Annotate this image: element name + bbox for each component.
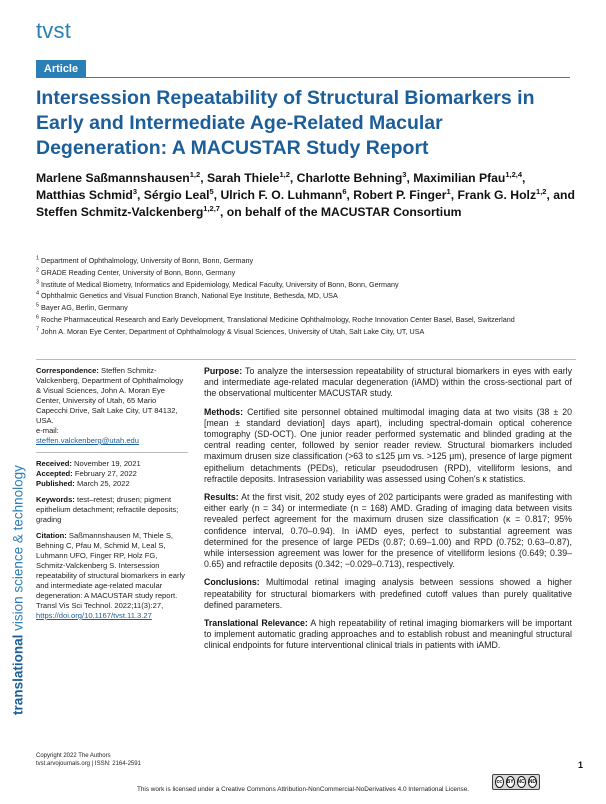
author-name: Matthias Schmid — [36, 188, 133, 202]
keywords-label: Keywords: — [36, 495, 75, 504]
article-type-badge: Article — [36, 60, 86, 78]
affiliation-item — [36, 291, 576, 302]
affiliation-number: 3 — [36, 279, 40, 286]
affiliation-text: Department of Ophthalmology, University of Bonn, Bonn, Germany — [39, 256, 254, 265]
cc-icon: cc — [495, 776, 504, 788]
vertical-journal-name — [6, 420, 30, 760]
affiliation-number: 4 — [36, 290, 40, 297]
author-name: Marlene Saßmannshausen — [36, 171, 190, 185]
abstract-relevance — [204, 618, 572, 652]
results-text: At the first visit, 202 study eyes of 202 participants were graded as manifesting with either early (n = 34) or intermediate (n = 168) AMD. Grading of imaging data between visits revealed perfect agreement for the maximum drusen size classification (κ = 0.817; 95% confidence interval, 0.70–0.94). In iAMD eyes, perfect to substantial agreement was determined for the presence of large PEDs (0.87; 0.69–1.00) and RPD (0.752; 0.63–0.87), while intersession agreement was lower for the presence of vitelliform lesions (0.649; 0.39–0.65) and refractile deposits (0.342; −0.029–0.713), respectively. — [204, 492, 572, 570]
abstract-results — [204, 492, 572, 570]
results-label: Results: — [204, 492, 239, 503]
abstract-methods — [204, 407, 572, 485]
sidebar-divider — [36, 452, 188, 453]
author-affiliation-ref: 5 — [209, 186, 214, 196]
affiliation-list — [36, 256, 576, 338]
author-name: Sarah Thiele — [206, 171, 280, 185]
published-date: March 25, 2022 — [76, 479, 130, 488]
author-name: Sérgio Leal — [143, 188, 210, 202]
author-name: Steffen Schmitz-Valckenberg — [36, 205, 204, 219]
relevance-text: A high repeatability of retinal imaging biomarkers will be important to implement automatic grading approaches and to establish robust and meaningful structural clinical endpoints for future interventional clinical trials in patients with iAMD. — [204, 618, 572, 651]
author-affiliation-ref: 1,2,7 — [203, 203, 220, 213]
author-name: Robert P. Finger — [353, 188, 447, 202]
affiliation-item — [36, 303, 576, 314]
citation-text: Saßmannshausen M, Thiele S, Behning C, Pfau M, Schmid M, Leal S, Luhmann UFO, Finger RP, Holz FG, Schmitz-Valckenberg S. Intersession repeatability of structural biomarkers in early and intermediate age-related macular degeneration: A MACUSTAR study report. Transl Vis Sci Technol. 2022;11(3):27, — [36, 531, 185, 610]
footer-info — [36, 752, 141, 769]
author-affiliation-ref: 1,2,4 — [505, 169, 523, 179]
author-list: Marlene Saßmannshausen$^{1,2}$, Sarah Thiele$^{1,2}$, Charlotte Behning$^3$, Maximilian Pfau$^{1,2,4}$, Matthias Schmid$^3$, Sérgio Leal$^5$, Ulrich F. O. Luhmann$^6$, Robert P. Finger$^1$, Frank G. Holz$^{1,2}$, and Steffen Schmitz-Valckenberg$^{1,2,7}$, on behalf of the MACUSTAR Consortium — [36, 169, 575, 219]
author-affiliation-ref: 1,2 — [536, 186, 547, 196]
affiliation-text: John A. Moran Eye Center, Department of Ophthalmology & Visual Sciences, University of Utah, Salt Lake City, UT, USA — [39, 326, 425, 336]
published-label: Published: — [36, 479, 75, 488]
affiliation-number: 2 — [36, 267, 40, 274]
author-affiliation-ref: 6 — [342, 186, 347, 196]
conclusions-label: Conclusions: — [204, 577, 260, 588]
affiliation-text: Bayer AG, Berlin, Germany — [39, 303, 128, 313]
article-title: Intersession Repeatability of Structural Biomarkers in Early and Intermediate Age-Related Macular Degeneration: A MACUSTAR Study Report — [36, 87, 535, 159]
abstract — [204, 366, 572, 659]
accepted-label: Accepted: — [36, 469, 73, 478]
affiliation-text: Roche Pharmaceutical Research and Early Development, Translational Medicine Ophthalmology, Roche Innovation Center Basel, Basel, Switzerland — [39, 314, 515, 324]
vertical-brand-rest: vision science & technology — [10, 465, 26, 635]
license-text[interactable]: This work is licensed under a Creative Commons Attribution-NonCommercial-NoDerivatives 4.0 International License. — [136, 786, 470, 793]
doi-link[interactable]: https://doi.org/10.1167/tvst.11.3.27 — [36, 611, 152, 620]
journal-info: tvst.arvojournals.org | ISSN: 2164-2591 — [36, 761, 141, 768]
affiliation-text: Ophthalmic Genetics and Visual Function Branch, National Eye Institute, Bethesda, MD, USA — [39, 291, 338, 301]
nc-icon: NC — [517, 776, 526, 788]
copyright-text: Copyright 2022 The Authors — [36, 753, 111, 759]
author-name: Ulrich F. O. Luhmann — [220, 188, 343, 202]
author-name: Maximilian Pfau — [413, 171, 506, 185]
author-affiliation-ref: 1,2 — [279, 169, 290, 179]
header-rule — [86, 77, 570, 78]
dates-block — [36, 459, 188, 489]
journal-brand: tvst — [36, 18, 72, 43]
received-label: Received: — [36, 459, 72, 468]
author-affiliation-ref: 3 — [132, 186, 138, 196]
conclusions-text: Multimodal retinal imaging analysis between sessions showed a higher repeatability for structural biomarkers with predefined cutoff values than purely qualitative defined parameters. — [204, 577, 572, 610]
purpose-label: Purpose: — [204, 366, 243, 376]
email-label: e-mail: — [36, 426, 59, 435]
affiliation-number: 7 — [36, 326, 40, 333]
correspondence-block — [36, 366, 188, 446]
purpose-text: To analyze the intersession repeatability of structural biomarkers in eyes with early and intermediate age-related macular degeneration (iAMD) within the cross-sectional part of the observational multicenter MACUSTAR study. — [204, 366, 572, 399]
abstract-conclusions — [204, 577, 572, 611]
received-date: November 19, 2021 — [74, 459, 141, 468]
affiliation-item — [36, 327, 576, 338]
correspondence-email-link[interactable]: steffen.valckenberg@utah.edu — [36, 436, 139, 445]
author-affiliation-ref: 1,2 — [189, 169, 201, 179]
author-name: Charlotte Behning — [296, 171, 403, 185]
author-affiliation-ref: 1 — [446, 186, 451, 196]
affiliation-item — [36, 280, 576, 291]
section-divider — [36, 359, 576, 360]
keywords-text: test–retest; drusen; pigment epithelium detachment; refractile deposits; grading — [36, 495, 179, 524]
methods-text: Certified site personnel obtained multimodal imaging data at two visits (38 ± 20 [mean ± standard deviation] days apart), including spectral-domain optical coherence tomography (SD-OCT). One junior reader performed systematic and blinded grading at the central reading center, followed by senior reader review. Structural biomarkers included maximum drusen size classification (>63 to ≤125 µm vs. >125 µm), presence of large pigment epithelium detachments (PEDs), reticular pseudodrusen (RPD), vitelliform lesions, and refractile deposits. Intrasession variability was assessed using Cohen's κ statistics. — [204, 406, 572, 484]
affiliation-text: GRADE Reading Center, University of Bonn, Bonn, Germany — [39, 267, 236, 277]
citation-label: Citation: — [36, 531, 67, 540]
consortium-suffix: on behalf of the MACUSTAR Consortium — [226, 205, 462, 219]
correspondence-text: Steffen Schmitz-Valckenberg, Department of Ophthalmology & Visual Sciences, John A. Moran Eye Center, University of Utah, 65 Mario Capecchi Drive, Salt Lake City, UT 84132, USA. — [36, 366, 184, 425]
author-name: Frank G. Holz — [457, 188, 537, 202]
methods-label: Methods: — [204, 406, 244, 417]
affiliation-number: 1 — [36, 255, 40, 262]
relevance-label: Translational Relevance: — [204, 618, 308, 629]
correspondence-label: Correspondence: — [36, 366, 99, 375]
keywords-block — [36, 495, 188, 525]
affiliation-text: Institute of Medical Biometry, Informatics and Epidemiology, Medical Faculty, University of Bonn, Bonn, Germany — [39, 279, 399, 289]
abstract-purpose — [204, 366, 572, 400]
citation-block — [36, 531, 188, 621]
by-icon: BY — [506, 776, 515, 788]
vertical-brand-word: translational — [10, 634, 26, 715]
page-number: 1 — [578, 760, 584, 770]
affiliation-item — [36, 268, 576, 279]
affiliation-item — [36, 315, 576, 326]
nd-icon: ND — [528, 776, 537, 788]
affiliation-number: 6 — [36, 314, 40, 321]
accepted-date: February 27, 2022 — [74, 469, 137, 478]
article-sidebar — [36, 366, 188, 627]
affiliation-number: 5 — [36, 302, 40, 309]
affiliation-item — [36, 256, 576, 267]
author-affiliation-ref: 3 — [402, 169, 407, 179]
